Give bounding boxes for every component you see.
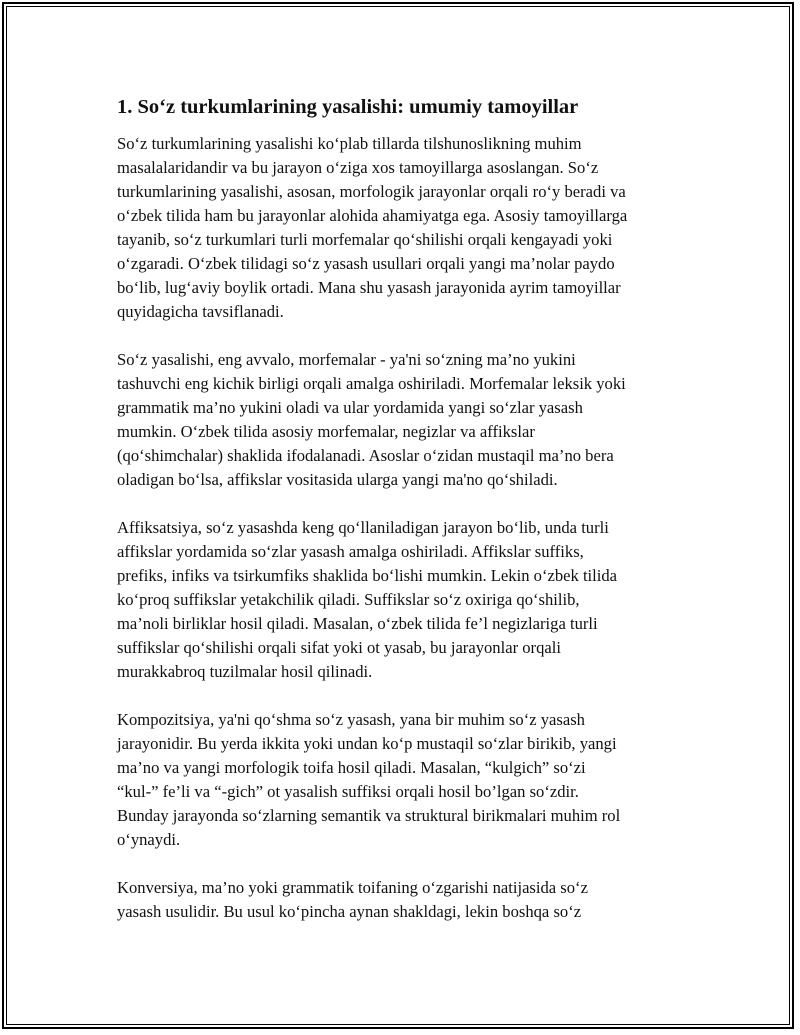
text-line: mumkin. O‘zbek tilida asosiy morfemalar, negizlar va affikslar — [117, 422, 535, 441]
text-line: So‘z yasalishi, eng avvalo, morfemalar - ya'ni so‘zning ma’no yukini — [117, 350, 576, 369]
text-line: tashuvchi eng kichik birligi orqali amalga oshiriladi. Morfemalar leksik yoki — [117, 374, 626, 393]
text-line: o‘zgaradi. O‘zbek tilidagi so‘z yasash usullari orqali yangi ma’nolar paydo — [117, 254, 615, 273]
paragraph — [117, 708, 687, 852]
text-line: “kul-” fe’li va “-gich” ot yasalish suffiksi orqali hosil bo’lgan so‘zdir. — [117, 782, 579, 801]
text-line: ma’noli birliklar hosil qiladi. Masalan, o‘zbek tilida fe’l negizlariga turli — [117, 614, 598, 633]
section-heading: 1. So‘z turkumlarining yasalishi: umumiy tamoyillar — [117, 96, 579, 118]
text-line: Affiksatsiya, so‘z yasashda keng qo‘llaniladigan jarayon bo‘lib, unda turli — [117, 518, 609, 537]
paragraph — [117, 516, 687, 684]
paragraphs — [117, 132, 687, 924]
text-line: ma’no va yangi morfologik toifa hosil qiladi. Masalan, “kulgich” so‘zi — [117, 758, 586, 777]
text-line: quyidagicha tavsiflanadi. — [117, 302, 284, 321]
text-line: ko‘proq suffikslar yetakchilik qiladi. Suffikslar so‘z oxiriga qo‘shilib, — [117, 590, 580, 609]
text-line: yasash usulidir. Bu usul ko‘pincha aynan shakldagi, lekin boshqa so‘z — [117, 902, 582, 921]
text-line: (qo‘shimchalar) shaklida ifodalanadi. Asoslar o‘zidan mustaqil ma’no bera — [117, 446, 614, 465]
text-line: o‘zbek tilida ham bu jarayonlar alohida ahamiyatga ega. Asosiy tamoyillarga — [117, 206, 628, 225]
text-line: Konversiya, ma’no yoki grammatik toifaning o‘zgarishi natijasida so‘z — [117, 878, 588, 897]
paragraph — [117, 348, 687, 492]
paragraph — [117, 876, 687, 924]
text-line: affikslar yordamida so‘zlar yasash amalga oshiriladi. Affikslar suffiks, — [117, 542, 584, 561]
text-line: grammatik ma’no yukini oladi va ular yordamida yangi so‘zlar yasash — [117, 398, 583, 417]
text-line: murakkabroq tuzilmalar hosil qilinadi. — [117, 662, 373, 681]
text-line: jarayonidir. Bu yerda ikkita yoki undan ko‘p mustaqil so‘zlar birikib, yangi — [117, 734, 617, 753]
text-line: So‘z turkumlarining yasalishi ko‘plab tillarda tilshunoslikning muhim — [117, 134, 582, 153]
paragraph — [117, 132, 687, 324]
text-line: oladigan bo‘lsa, affikslar vositasida ularga yangi ma'no qo‘shiladi. — [117, 470, 558, 489]
text-line: Kompozitsiya, ya'ni qo‘shma so‘z yasash, yana bir muhim so‘z yasash — [117, 710, 585, 729]
document-body — [117, 94, 687, 948]
text-line: masalalaridandir va bu jarayon o‘ziga xos tamoyillarga asoslangan. So‘z — [117, 158, 599, 177]
text-line: bo‘lib, lug‘aviy boylik ortadi. Mana shu yasash jarayonida ayrim tamoyillar — [117, 278, 621, 297]
text-line: turkumlarining yasalishi, asosan, morfologik jarayonlar orqali ro‘y beradi va — [117, 182, 626, 201]
text-line: tayanib, so‘z turkumlari turli morfemalar qo‘shilishi orqali kengayadi yoki — [117, 230, 613, 249]
text-line: suffikslar qo‘shilishi orqali sifat yoki ot yasab, bu jarayonlar orqali — [117, 638, 561, 657]
text-line: o‘ynaydi. — [117, 830, 181, 849]
text-line: Bunday jarayonda so‘zlarning semantik va struktural birikmalari muhim rol — [117, 806, 621, 825]
text-line: prefiks, infiks va tsirkumfiks shaklida bo‘lishi mumkin. Lekin o‘zbek tilida — [117, 566, 618, 585]
